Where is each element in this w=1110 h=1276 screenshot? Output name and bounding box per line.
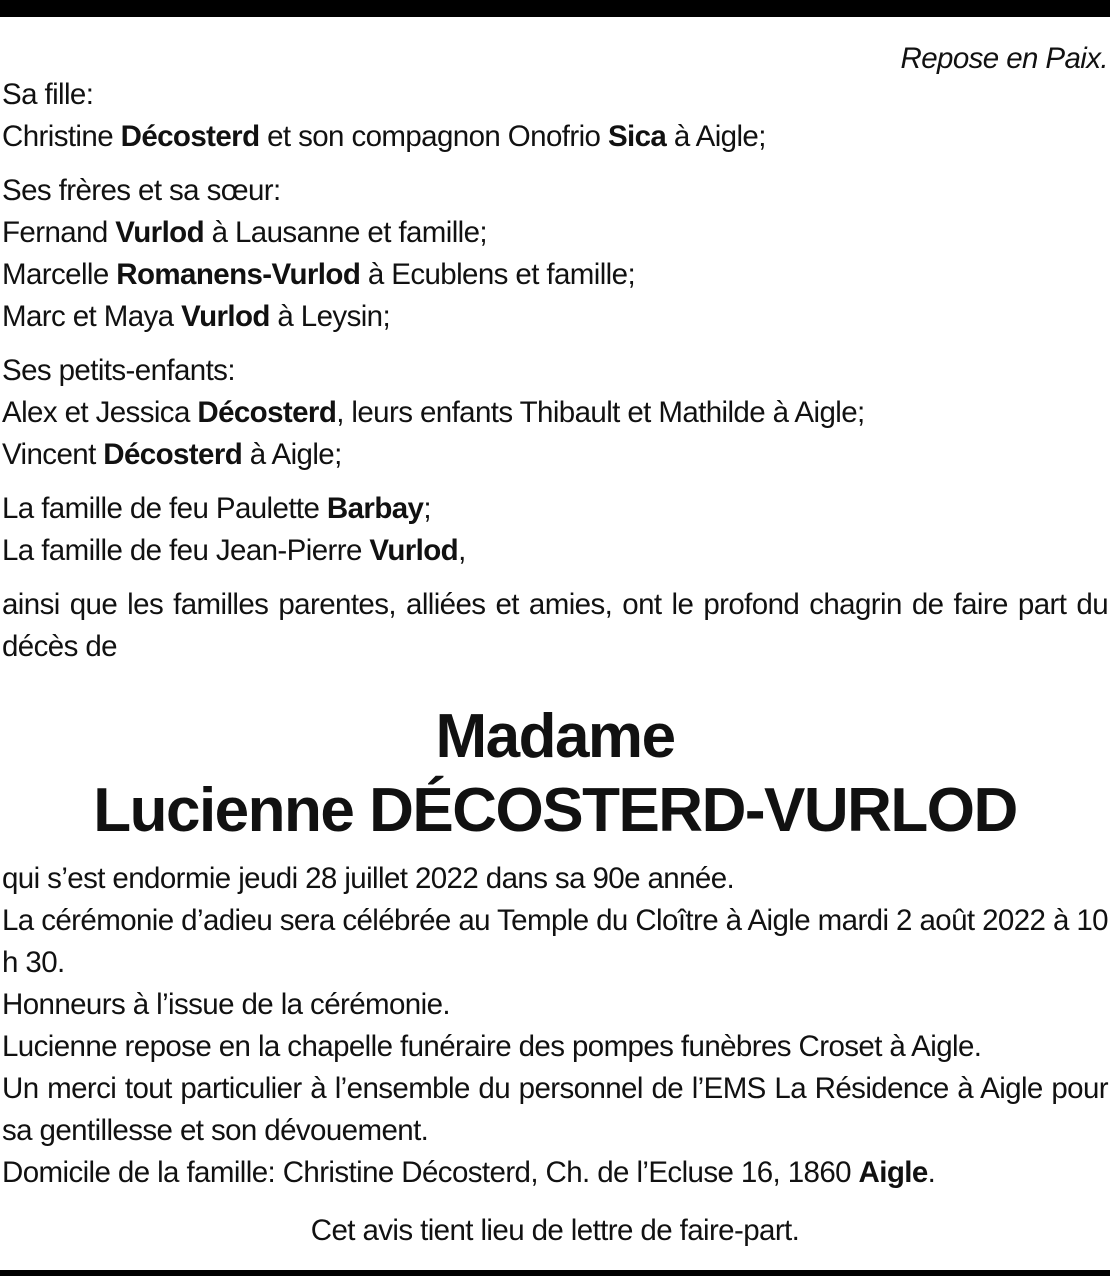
mourner-line xyxy=(2,296,1108,338)
text-run: Alex et Jessica xyxy=(2,396,198,429)
bold-name: Décosterd xyxy=(120,120,260,153)
detail-line: qui s’est endormie jeudi 28 juillet 2022 dans sa 90e année. xyxy=(2,862,735,895)
mourner-line xyxy=(2,434,1108,476)
text-run: à Ecublens et famille; xyxy=(360,258,636,291)
mourner-line xyxy=(2,530,1108,572)
bold-name: Décosterd xyxy=(197,396,337,429)
deceased-name-block xyxy=(2,700,1108,848)
detail-line: La cérémonie d’adieu sera célébrée au Temple du Cloître à Aigle mardi 2 août 2022 à 10 h 30. xyxy=(2,904,1108,979)
text-run: et son compagnon Onofrio xyxy=(259,120,608,153)
detail-line: Lucienne repose en la chapelle funéraire des pompes funèbres Croset à Aigle. xyxy=(2,1030,982,1063)
ceremony-details xyxy=(2,858,1108,1194)
text-run: . xyxy=(927,1156,936,1189)
mourner-line xyxy=(2,116,1108,158)
bold-name: Vurlod xyxy=(369,534,459,567)
detail-line: Honneurs à l’issue de la cérémonie. xyxy=(2,988,450,1021)
epigraph: Repose en Paix. xyxy=(900,42,1108,75)
top-rule xyxy=(0,0,1110,17)
text-run: La famille de feu Jean-Pierre xyxy=(2,534,370,567)
announcement-text: ainsi que les familles parentes, alliées et amies, ont le profond chagrin de faire part du décès de xyxy=(2,588,1108,663)
text-run: Christine xyxy=(2,120,121,153)
deceased-name: Lucienne DÉCOSTERD-VURLOD xyxy=(93,776,1017,845)
mourner-line xyxy=(2,488,1108,530)
text-run: ; xyxy=(423,492,431,525)
bold-name: Sica xyxy=(607,120,667,153)
text-run: , leurs enfants Thibault et Mathilde à Aigle; xyxy=(336,396,865,429)
grandchildren-section xyxy=(2,350,1108,476)
detail-line: Un merci tout particulier à l’ensemble du personnel de l’EMS La Résidence à Aigle pour sa gentillesse et son dévouement. xyxy=(2,1072,1108,1147)
bold-name: Barbay xyxy=(326,492,424,525)
domicile-line xyxy=(2,1152,1108,1194)
obituary-notice xyxy=(2,38,1108,1252)
mourner-line xyxy=(2,212,1108,254)
footer-note: Cet avis tient lieu de lettre de faire-part. xyxy=(310,1214,800,1247)
section-heading: Ses frères et sa sœur: xyxy=(2,174,281,207)
deceased-title: Madame xyxy=(435,702,675,771)
text-run: La famille de feu Paulette xyxy=(2,492,327,525)
text-run: , xyxy=(458,534,466,567)
section-heading: Ses petits-enfants: xyxy=(2,354,235,387)
text-run: à Aigle; xyxy=(242,438,342,471)
bold-name: Vurlod xyxy=(181,300,270,333)
mourner-line xyxy=(2,392,1108,434)
text-run: Domicile de la famille: Christine Décosterd, Ch. de l’Ecluse 16, 1860 xyxy=(2,1156,859,1189)
bold-name: Vurlod xyxy=(115,216,204,249)
text-run: Marc et Maya xyxy=(2,300,182,333)
text-run: Vincent xyxy=(2,438,104,471)
text-run: Marcelle xyxy=(2,258,117,291)
mourner-line xyxy=(2,254,1108,296)
text-run: à Aigle; xyxy=(666,120,766,153)
bold-name: Décosterd xyxy=(103,438,243,471)
text-run: à Lausanne et famille; xyxy=(204,216,488,249)
daughter-section xyxy=(2,74,1108,158)
families-section xyxy=(2,488,1108,572)
text-run: à Leysin; xyxy=(269,300,391,333)
bold-name: Romanens-Vurlod xyxy=(116,258,361,291)
text-run: Fernand xyxy=(2,216,116,249)
siblings-section xyxy=(2,170,1108,338)
bold-name: Aigle xyxy=(858,1156,928,1189)
bottom-rule xyxy=(0,1270,1110,1276)
section-heading: Sa fille: xyxy=(2,78,94,111)
